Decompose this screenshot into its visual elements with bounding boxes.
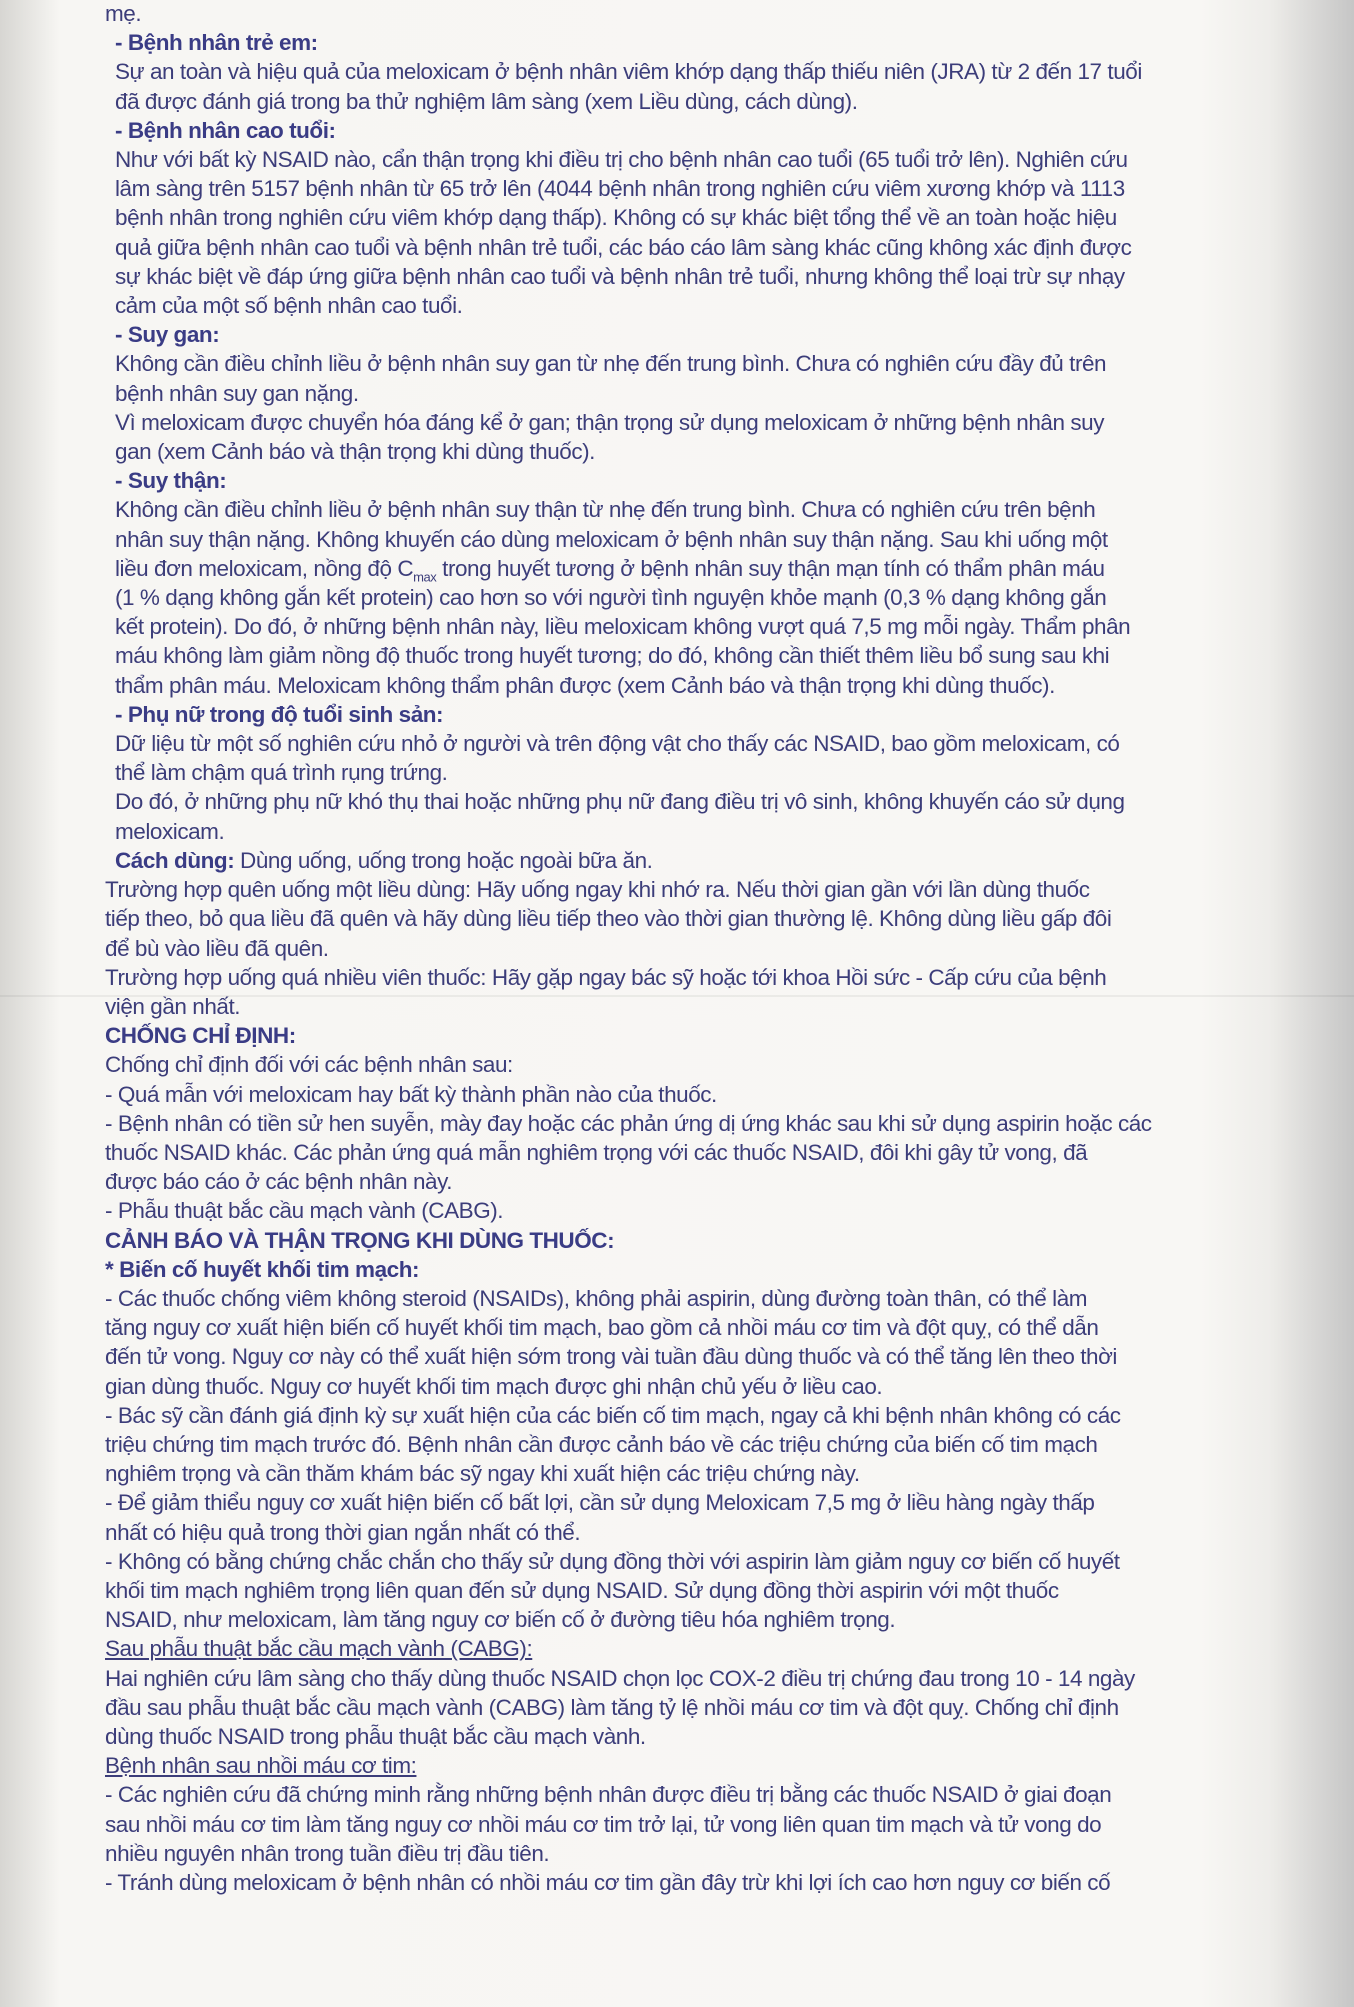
section-heading-renal: - Suy thận: xyxy=(115,468,227,494)
text-line: tiếp theo, bỏ qua liều đã quên và hãy dùng liều tiếp theo vào thời gian thường lệ. Không dùng liều gấp đôi xyxy=(105,906,1112,932)
text-line: khối tim mạch nghiêm trọng liên quan đến sử dụng NSAID. Sử dụng đồng thời aspirin với một thuốc xyxy=(105,1577,1059,1603)
text-line: Vì meloxicam được chuyển hóa đáng kể ở gan; thận trọng sử dụng meloxicam ở những bệnh nhân suy xyxy=(115,409,1104,435)
text-line: nghiêm trọng và cần thăm khám bác sỹ ngay khi xuất hiện các triệu chứng này. xyxy=(105,1461,860,1487)
text-line-administration xyxy=(105,846,1270,875)
heading-administration: Cách dùng: xyxy=(115,847,235,873)
text-line: Không cần điều chỉnh liều ở bệnh nhân suy thận từ nhẹ đến trung bình. Chưa có nghiên cứu trên bệnh xyxy=(115,497,1096,523)
text-line: đến tử vong. Nguy cơ này có thể xuất hiện sớm trong vài tuần đầu dùng thuốc và có thể tăng lên theo thời xyxy=(105,1344,1117,1370)
leaflet-text xyxy=(105,0,1270,1897)
text-line: - Bệnh nhân có tiền sử hen suyễn, mày đay hoặc các phản ứng dị ứng khác sau khi sử dụng aspirin hoặc các xyxy=(105,1110,1152,1136)
text-line: bệnh nhân trong nghiên cứu viêm khớp dạng thấp). Không có sự khác biệt tổng thể về an toàn hoặc hiệu xyxy=(115,205,1117,231)
section-heading-pediatric: - Bệnh nhân trẻ em: xyxy=(115,30,318,56)
text-line: triệu chứng tim mạch trước đó. Bệnh nhân cần được cảnh báo về các triệu chứng của biến cố tim mạch xyxy=(105,1431,1098,1457)
text-line: nhất có hiệu quả trong thời gian ngắn nhất có thể. xyxy=(105,1519,581,1545)
text-line: meloxicam. xyxy=(115,818,225,844)
text-line: - Phẫu thuật bắc cầu mạch vành (CABG). xyxy=(105,1198,504,1224)
text-line: - Các thuốc chống viêm không steroid (NSAIDs), không phải aspirin, dùng đường toàn thân, có thể làm xyxy=(105,1285,1088,1311)
text-line: - Các nghiên cứu đã chứng minh rằng những bệnh nhân được điều trị bằng các thuốc NSAID ở giai đoạn xyxy=(105,1782,1112,1808)
text-line: thể làm chậm quá trình rụng trứng. xyxy=(115,760,448,786)
text-line: bệnh nhân suy gan nặng. xyxy=(115,380,359,406)
text-line: mẹ. xyxy=(105,1,142,26)
text-line: Do đó, ở những phụ nữ khó thụ thai hoặc những phụ nữ đang điều trị vô sinh, không khuyến cáo sử dụng xyxy=(115,789,1125,815)
text-line: đầu sau phẫu thuật bắc cầu mạch vành (CABG) làm tăng tỷ lệ nhồi máu cơ tim và đột quỵ. Chống chỉ định xyxy=(105,1694,1119,1720)
text-line: quả giữa bệnh nhân cao tuổi và bệnh nhân trẻ tuổi, các báo cáo lâm sàng khác cũng không xác định được xyxy=(115,234,1132,260)
text-line: Chống chỉ định đối với các bệnh nhân sau: xyxy=(105,1052,513,1078)
text-line: kết protein). Do đó, ở những bệnh nhân này, liều meloxicam không vượt quá 7,5 mg mỗi ngày. Thẩm phân xyxy=(115,614,1131,640)
page-edge-shadow xyxy=(0,0,60,2007)
text-line: (1 % dạng không gắn kết protein) cao hơn so với người tình nguyện khỏe mạnh (0,3 % dạng không gắn xyxy=(115,585,1107,611)
subheading-post-mi: Bệnh nhân sau nhồi máu cơ tim: xyxy=(105,1753,417,1779)
text-line: dùng thuốc NSAID trong phẫu thuật bắc cầu mạch vành. xyxy=(105,1723,646,1749)
text-line: lâm sàng trên 5157 bệnh nhân từ 65 trở lên (4044 bệnh nhân trong nghiên cứu viêm xương khớp và 1113 xyxy=(115,176,1125,202)
subheading-cardiovascular: * Biến cố huyết khối tim mạch: xyxy=(105,1256,420,1282)
text-line: cảm của một số bệnh nhân cao tuổi. xyxy=(115,293,463,319)
section-heading-contraindications: CHỐNG CHỈ ĐỊNH: xyxy=(105,1023,296,1049)
text-line: được báo cáo ở các bệnh nhân này. xyxy=(105,1169,453,1195)
cmax-subscript: max xyxy=(413,569,437,585)
text-line: Trường hợp uống quá nhiều viên thuốc: Hãy gặp ngay bác sỹ hoặc tới khoa Hồi sức - Cấp cứu của bệnh xyxy=(105,964,1107,990)
text-span: Dùng uống, uống trong hoặc ngoài bữa ăn. xyxy=(234,847,653,873)
text-line: để bù vào liều đã quên. xyxy=(105,935,329,961)
text-line: Trường hợp quên uống một liều dùng: Hãy uống ngay khi nhớ ra. Nếu thời gian gần với lần dùng thuốc xyxy=(105,877,1090,903)
text-line: - Quá mẫn với meloxicam hay bất kỳ thành phần nào của thuốc. xyxy=(105,1081,717,1107)
text-line: - Bác sỹ cần đánh giá định kỳ sự xuất hiện của các biến cố tim mạch, ngay cả khi bệnh nhân không có các xyxy=(105,1402,1121,1428)
section-heading-women: - Phụ nữ trong độ tuổi sinh sản: xyxy=(115,701,444,727)
subheading-cabg: Sau phẫu thuật bắc cầu mạch vành (CABG): xyxy=(105,1636,533,1662)
text-line: gan (xem Cảnh báo và thận trọng khi dùng thuốc). xyxy=(115,439,595,465)
section-heading-warnings: CẢNH BÁO VÀ THẬN TRỌNG KHI DÙNG THUỐC: xyxy=(105,1227,615,1253)
text-line: sau nhồi máu cơ tim làm tăng nguy cơ nhồi máu cơ tim trở lại, tử vong liên quan tim mạch và tử vong do xyxy=(105,1811,1102,1837)
text-line-cmax xyxy=(105,554,1270,583)
text-line: - Tránh dùng meloxicam ở bệnh nhân có nhồi máu cơ tim gần đây trừ khi lợi ích cao hơn nguy cơ biến cố xyxy=(105,1870,1111,1895)
text-line: đã được đánh giá trong ba thử nghiệm lâm sàng (xem Liều dùng, cách dùng). xyxy=(115,88,858,114)
text-line: Hai nghiên cứu lâm sàng cho thấy dùng thuốc NSAID chọn lọc COX-2 điều trị chứng đau trong 10 - 14 ngày xyxy=(105,1665,1135,1691)
text-line: tăng nguy cơ xuất hiện biến cố huyết khối tim mạch, bao gồm cả nhồi máu cơ tim và đột quỵ, có thể dẫn xyxy=(105,1315,1099,1341)
text-line: - Không có bằng chứng chắc chắn cho thấy sử dụng đồng thời với aspirin làm giảm nguy cơ biến cố huyết xyxy=(105,1548,1120,1574)
text-line: sự khác biệt về đáp ứng giữa bệnh nhân cao tuổi và bệnh nhân trẻ tuổi, nhưng không thể loại trừ sự nhạy xyxy=(115,263,1125,289)
text-span: trong huyết tương ở bệnh nhân suy thận mạn tính có thẩm phân máu xyxy=(436,555,1105,581)
text-line: thẩm phân máu. Meloxicam không thẩm phân được (xem Cảnh báo và thận trọng khi dùng thuốc). xyxy=(115,672,1055,698)
text-line: Dữ liệu từ một số nghiên cứu nhỏ ở người và trên động vật cho thấy các NSAID, bao gồm meloxicam, có xyxy=(115,731,1120,757)
text-line: Như với bất kỳ NSAID nào, cẩn thận trọng khi điều trị cho bệnh nhân cao tuổi (65 tuổi trở lên). Nghiên cứu xyxy=(115,147,1128,173)
fold-shadow xyxy=(1268,0,1354,2007)
text-line: NSAID, như meloxicam, làm tăng nguy cơ biến cố ở đường tiêu hóa nghiêm trọng. xyxy=(105,1607,896,1633)
text-line: nhiều nguyên nhân trong tuần điều trị đầu tiên. xyxy=(105,1840,550,1866)
text-span: liều đơn meloxicam, nồng độ C xyxy=(115,555,414,581)
text-line: Sự an toàn và hiệu quả của meloxicam ở bệnh nhân viêm khớp dạng thấp thiếu niên (JRA) từ 2 đến 17 tuổi xyxy=(115,59,1142,85)
text-line: Không cần điều chỉnh liều ở bệnh nhân suy gan từ nhẹ đến trung bình. Chưa có nghiên cứu đầy đủ trên xyxy=(115,351,1107,377)
text-line: gian dùng thuốc. Nguy cơ huyết khối tim mạch được ghi nhận chủ yếu ở liều cao. xyxy=(105,1373,883,1399)
text-line: nhân suy thận nặng. Không khuyến cáo dùng meloxicam ở bệnh nhân suy thận nặng. Sau khi uống một xyxy=(115,526,1108,552)
text-line: thuốc NSAID khác. Các phản ứng quá mẫn nghiêm trọng với các thuốc NSAID, đôi khi gây tử vong, đã xyxy=(105,1139,1088,1165)
text-line: viện gần nhất. xyxy=(105,993,241,1019)
text-line: máu không làm giảm nồng độ thuốc trong huyết tương; do đó, không cần thiết thêm liều bổ sung sau khi xyxy=(115,643,1110,669)
section-heading-hepatic: - Suy gan: xyxy=(115,322,220,348)
text-line: - Để giảm thiểu nguy cơ xuất hiện biến cố bất lợi, cần sử dụng Meloxicam 7,5 mg ở liều hàng ngày thấp xyxy=(105,1490,1095,1516)
section-heading-elderly: - Bệnh nhân cao tuổi: xyxy=(115,117,336,143)
